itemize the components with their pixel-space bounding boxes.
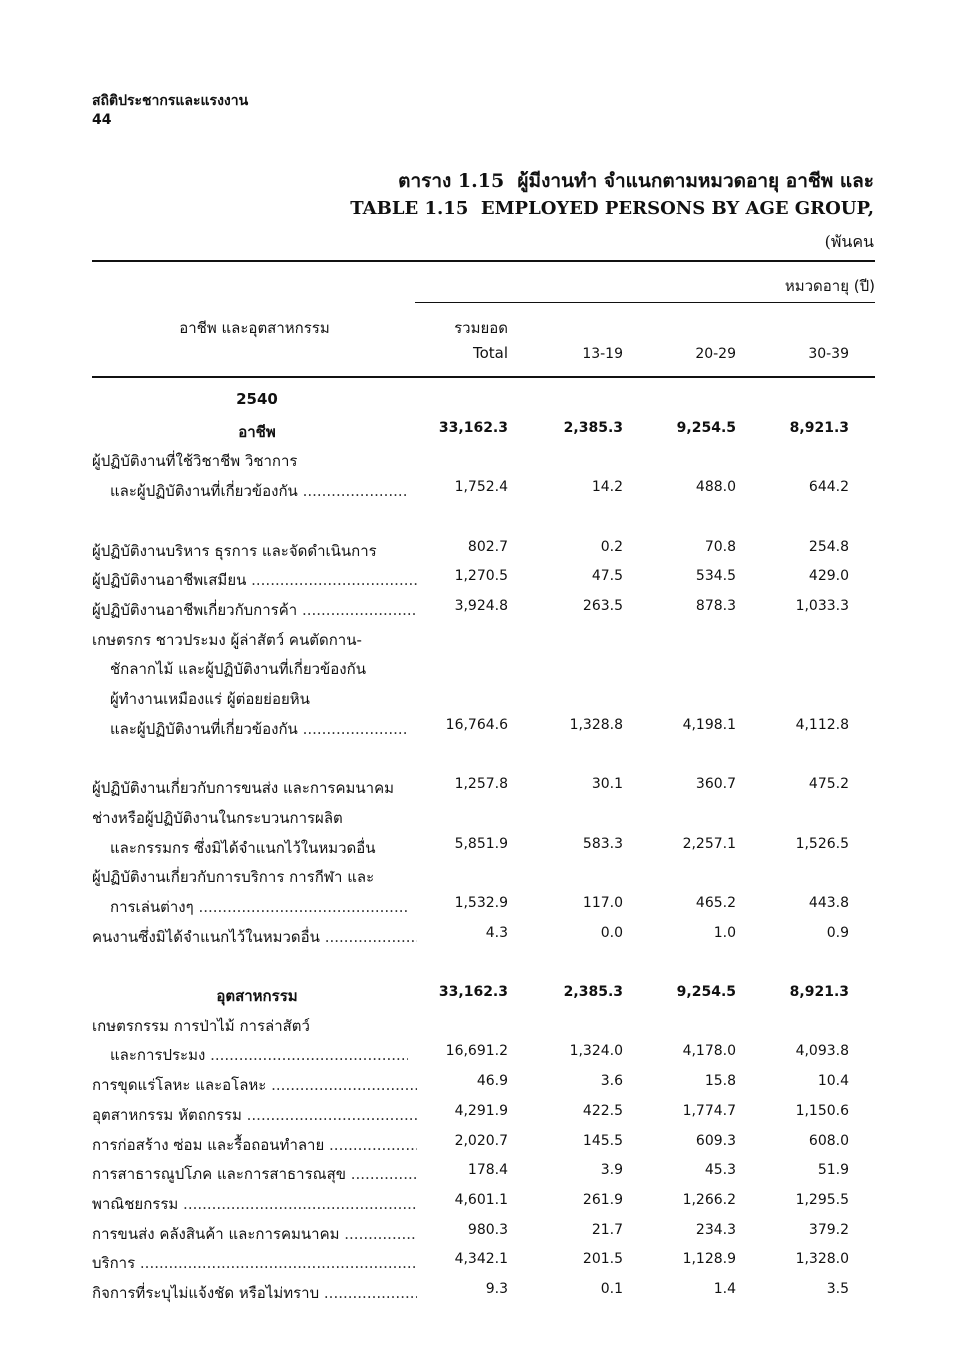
title-text-thai: ผู้มีงานทำ จำแนกตามหมวดอายุ อาชีพ และ <box>517 170 874 192</box>
table-row <box>0 865 966 893</box>
table-row <box>0 925 966 953</box>
cell-value: 16,691.2 <box>445 1043 508 1060</box>
cell-value: 3.6 <box>600 1073 623 1090</box>
cell-value: 21.7 <box>591 1221 623 1238</box>
running-header: สถิติประชากรและแรงงาน <box>92 93 249 109</box>
table-row <box>0 984 966 1012</box>
cell-value: 1,295.5 <box>795 1191 849 1208</box>
cell-value: 234.3 <box>695 1221 736 1238</box>
table-row <box>0 1162 966 1190</box>
row-label: ผู้ปฏิบัติงานอาชีพเกี่ยวกับการค้า ..... <box>92 598 417 622</box>
cell-value: 30.1 <box>591 776 623 793</box>
table-title-english <box>350 198 874 219</box>
cell-value: 1,328.0 <box>795 1251 849 1268</box>
table-row <box>0 836 966 864</box>
cell-value: 16,764.6 <box>445 716 508 733</box>
title-text-english: EMPLOYED PERSONS BY AGE GROUP, <box>480 198 874 219</box>
table-row <box>0 1192 966 1220</box>
cell-value: 8,921.3 <box>789 419 849 436</box>
table-number-thai: ตาราง 1.15 <box>398 170 505 192</box>
cell-value: 488.0 <box>695 479 736 496</box>
cell-value: 1,128.9 <box>682 1251 736 1268</box>
row-label: เกษตรกร ชาวประมง ผู้ล่าสัตว์ คนตัดกาน- <box>92 630 362 649</box>
row-label: ผู้ทำงานเหมืองแร่ ผู้ต่อยย่อยหิน <box>110 690 310 708</box>
table-row <box>0 954 966 982</box>
cell-value: 3.9 <box>600 1162 623 1179</box>
cell-value: 33,162.3 <box>438 984 508 1000</box>
table-row <box>0 746 966 774</box>
group-rule <box>415 302 875 303</box>
cell-value: 1,270.5 <box>454 568 508 585</box>
cell-value: 4.3 <box>485 924 508 941</box>
row-label: และผู้ปฏิบัติงานที่เกี่ยวข้องกัน ..... <box>110 479 408 503</box>
table-row <box>0 687 966 715</box>
cell-value: 117.0 <box>582 894 623 911</box>
cell-value: 3,924.8 <box>454 597 508 614</box>
cell-value: 4,178.0 <box>682 1043 736 1060</box>
cell-value: 534.5 <box>695 568 736 585</box>
cell-value: 1,526.5 <box>795 835 849 852</box>
row-header: อาชีพ และอุตสาหกรรม <box>179 319 330 337</box>
cell-value: 2,257.1 <box>682 835 736 852</box>
row-label: ผู้ปฏิบัติงานที่ใช้วิชาชีพ วิชาการ <box>92 452 298 471</box>
cell-value: 1,033.3 <box>795 597 849 614</box>
row-label: และผู้ปฏิบัติงานที่เกี่ยวข้องกัน ..... <box>110 717 408 741</box>
cell-value: 1,150.6 <box>795 1102 849 1119</box>
cell-value: 465.2 <box>695 894 736 911</box>
row-label: การเล่นต่างๆ ..... <box>110 895 408 919</box>
cell-value: 475.2 <box>808 776 849 793</box>
table-row <box>0 806 966 834</box>
col-20-29-header: 20-29 <box>695 346 736 362</box>
cell-value: 9.3 <box>485 1281 508 1297</box>
table-row <box>0 1014 966 1042</box>
cell-value: 51.9 <box>817 1162 849 1179</box>
row-label: และกรรมกร ซึ่งมิได้จำแนกไว้ในหมวดอื่น <box>110 838 376 857</box>
table-row <box>0 1222 966 1250</box>
row-label: คนงานซึ่งมิได้จำแนกไว้ในหมวดอื่น ..... <box>92 925 417 949</box>
page-number: 44 <box>92 112 112 128</box>
table-title-thai <box>398 166 874 196</box>
row-label: ชักลากไม้ และผู้ปฏิบัติงานที่เกี่ยวข้องกัน <box>110 660 366 679</box>
table-row <box>0 420 966 448</box>
table-row <box>0 479 966 507</box>
age-group-header: หมวดอายุ (ปี) <box>784 277 875 295</box>
row-label: พาณิชยกรรม ..... <box>92 1192 417 1216</box>
cell-value: 4,601.1 <box>454 1191 508 1208</box>
cell-value: 609.3 <box>695 1132 736 1149</box>
cell-value: 429.0 <box>808 568 849 585</box>
table-row <box>0 895 966 923</box>
table-row <box>0 449 966 477</box>
row-label: 2540 <box>236 390 278 408</box>
cell-value: 4,112.8 <box>795 716 849 733</box>
row-label: กิจการที่ระบุไม่แจ้งชัด หรือไม่ทราบ ..... <box>92 1281 417 1305</box>
table-row <box>0 628 966 656</box>
cell-value: 0.0 <box>600 924 623 941</box>
row-label: บริการ ..... <box>92 1251 417 1275</box>
row-label: การขุดแร่โลหะ และอโลหะ ..... <box>92 1073 417 1097</box>
cell-value: 261.9 <box>582 1191 623 1208</box>
cell-value: 980.3 <box>467 1221 508 1238</box>
cell-value: 1,774.7 <box>682 1102 736 1119</box>
cell-value: 9,254.5 <box>676 984 736 1000</box>
row-label: และการประมง ..... <box>110 1043 408 1067</box>
cell-value: 422.5 <box>582 1102 623 1119</box>
cell-value: 379.2 <box>808 1221 849 1238</box>
cell-value: 1,266.2 <box>682 1191 736 1208</box>
table-row <box>0 539 966 567</box>
top-rule <box>92 260 875 262</box>
cell-value: 2,385.3 <box>563 984 623 1000</box>
row-label: ผู้ปฏิบัติงานบริหาร ธุรการ และจัดดำเนินการ <box>92 541 377 560</box>
cell-value: 360.7 <box>695 776 736 793</box>
table-row <box>0 568 966 596</box>
table-row <box>0 657 966 685</box>
cell-value: 263.5 <box>582 597 623 614</box>
cell-value: 254.8 <box>808 538 849 555</box>
table-row <box>0 1251 966 1279</box>
col-30-39-header: 30-39 <box>808 346 849 362</box>
cell-value: 608.0 <box>808 1132 849 1149</box>
cell-value: 70.8 <box>704 538 736 555</box>
table-row <box>0 1043 966 1071</box>
row-label: ผู้ปฏิบัติงานเกี่ยวกับการขนส่ง และการคมนาคม <box>92 779 394 798</box>
cell-value: 583.3 <box>582 835 623 852</box>
table-row <box>0 598 966 626</box>
cell-value: 10.4 <box>817 1073 849 1090</box>
cell-value: 1,324.0 <box>569 1043 623 1060</box>
table-row <box>0 509 966 537</box>
cell-value: 4,198.1 <box>682 716 736 733</box>
table-row <box>0 717 966 745</box>
row-label: ผู้ปฏิบัติงานเกี่ยวกับการบริการ การกีฬา และ <box>92 868 375 887</box>
cell-value: 145.5 <box>582 1132 623 1149</box>
row-label: อาชีพ <box>238 422 276 441</box>
cell-value: 15.8 <box>704 1073 736 1090</box>
row-label: อุตสาหกรรม <box>216 987 298 1005</box>
header-bottom-rule <box>92 376 875 378</box>
table-row <box>0 1103 966 1131</box>
row-label: การก่อสร้าง ซ่อม และรื้อถอนทำลาย ..... <box>92 1133 417 1157</box>
table-row <box>0 1073 966 1101</box>
cell-value: 33,162.3 <box>438 419 508 436</box>
row-label: เกษตรกรรม การป่าไม้ การล่าสัตว์ <box>92 1016 310 1035</box>
cell-value: 1,532.9 <box>454 894 508 911</box>
cell-value: 0.9 <box>826 924 849 941</box>
cell-value: 178.4 <box>467 1162 508 1179</box>
cell-value: 1,752.4 <box>454 479 508 496</box>
cell-value: 9,254.5 <box>676 419 736 436</box>
row-label: อุตสาหกรรม หัตถกรรม ..... <box>92 1103 417 1127</box>
cell-value: 14.2 <box>591 479 623 496</box>
row-label: การขนส่ง คลังสินค้า และการคมนาคม ..... <box>92 1222 417 1246</box>
cell-value: 3.5 <box>826 1281 849 1297</box>
col-13-19-header: 13-19 <box>582 346 623 362</box>
cell-value: 644.2 <box>808 479 849 496</box>
cell-value: 46.9 <box>476 1073 508 1090</box>
row-label: การสาธารณูปโภค และการสาธารณสุข ..... <box>92 1162 417 1186</box>
cell-value: 5,851.9 <box>454 835 508 852</box>
cell-value: 47.5 <box>591 568 623 585</box>
table-number-english: TABLE 1.15 <box>350 198 469 219</box>
cell-value: 802.7 <box>467 538 508 555</box>
cell-value: 1,328.8 <box>569 716 623 733</box>
cell-value: 1,257.8 <box>454 776 508 793</box>
table-row <box>0 390 966 418</box>
cell-value: 4,291.9 <box>454 1102 508 1119</box>
table-row <box>0 1133 966 1161</box>
cell-value: 2,385.3 <box>563 419 623 436</box>
row-label: ช่างหรือผู้ปฏิบัติงานในกระบวนการผลิต <box>92 808 343 827</box>
cell-value: 4,342.1 <box>454 1251 508 1268</box>
table-row <box>0 1281 966 1309</box>
cell-value: 0.1 <box>600 1281 623 1297</box>
cell-value: 1.0 <box>713 924 736 941</box>
cell-value: 45.3 <box>704 1162 736 1179</box>
cell-value: 2,020.7 <box>454 1132 508 1149</box>
cell-value: 878.3 <box>695 597 736 614</box>
cell-value: 443.8 <box>808 894 849 911</box>
cell-value: 1.4 <box>713 1281 736 1297</box>
cell-value: 8,921.3 <box>789 984 849 1000</box>
total-header-thai: รวมยอด <box>454 319 508 337</box>
cell-value: 201.5 <box>582 1251 623 1268</box>
row-label: ผู้ปฏิบัติงานอาชีพเสมียน ..... <box>92 568 417 592</box>
table-row <box>0 776 966 804</box>
total-header-english: Total <box>472 344 508 362</box>
cell-value: 4,093.8 <box>795 1043 849 1060</box>
cell-value: 0.2 <box>600 538 623 555</box>
unit-note: (พันคน <box>824 232 874 251</box>
